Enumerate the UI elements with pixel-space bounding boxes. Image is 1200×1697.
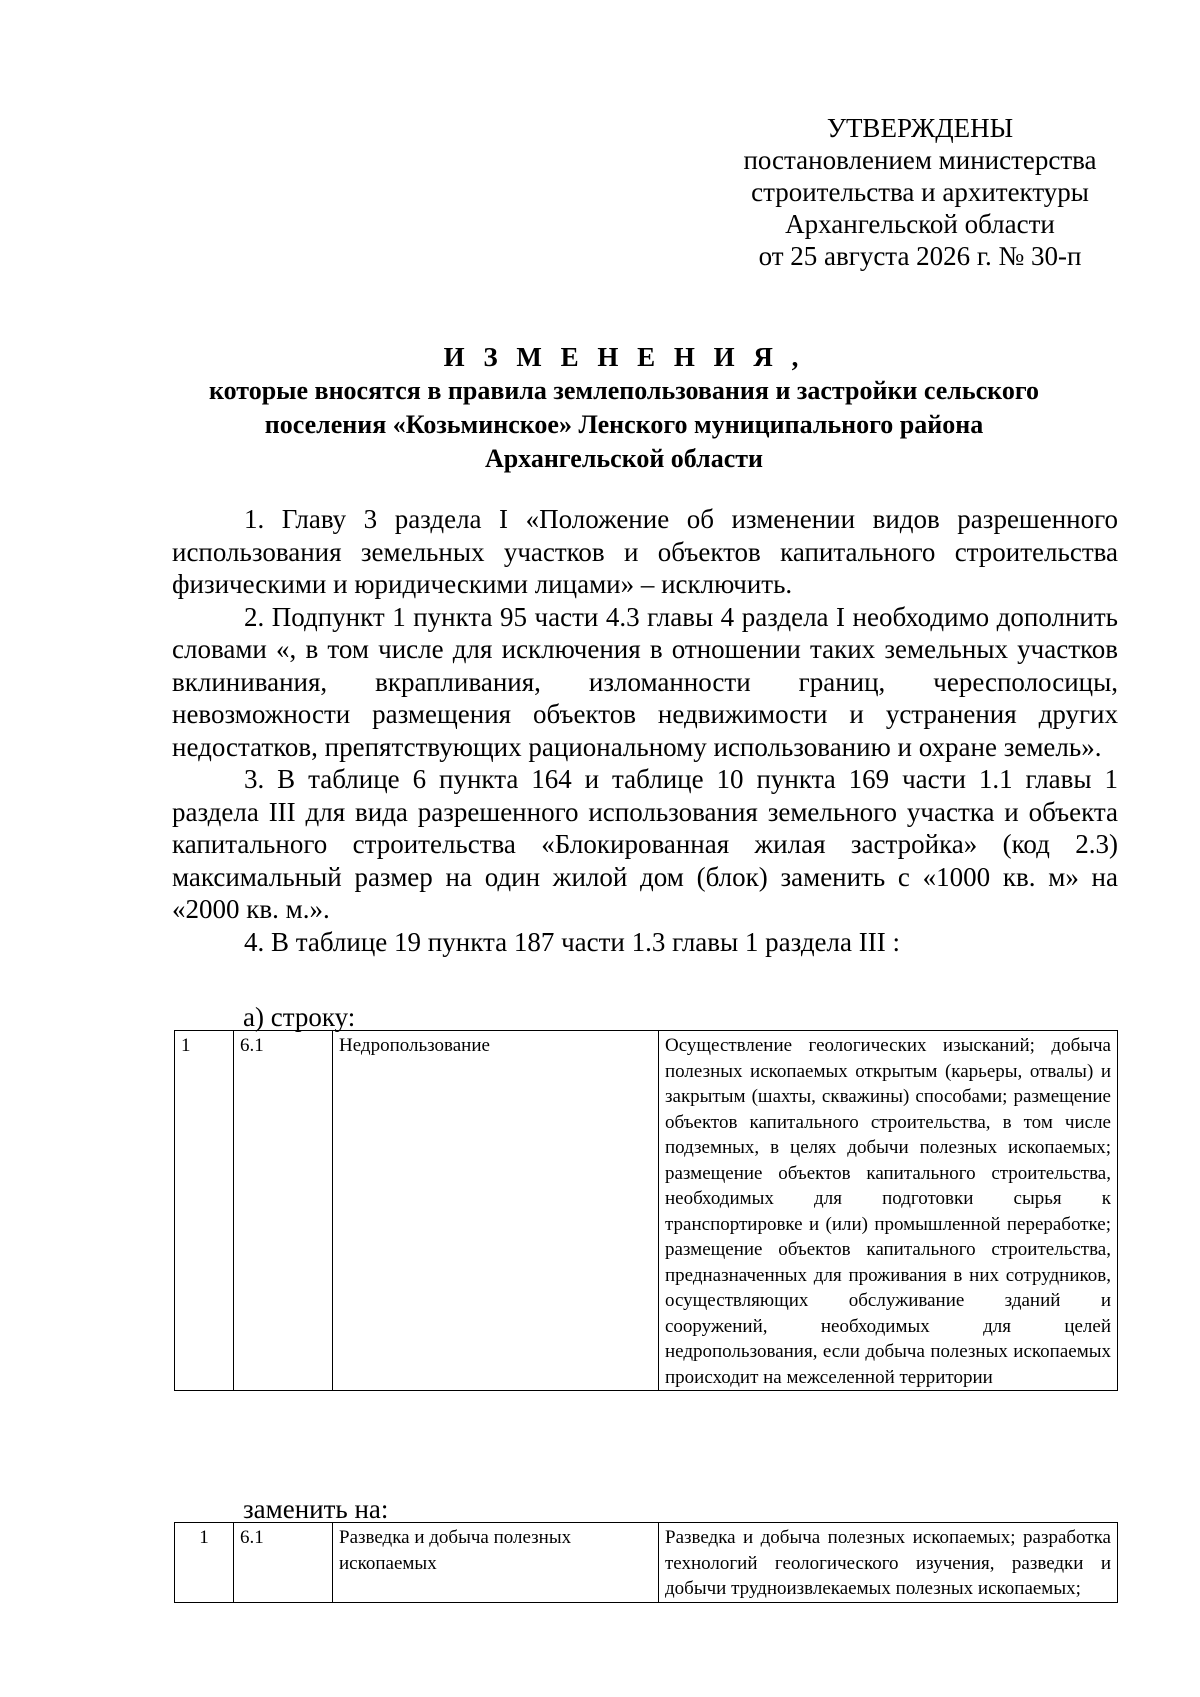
approval-line-3: строительства и архитектуры	[751, 177, 1089, 207]
page-edge	[0, 1669, 1200, 1697]
table-row	[175, 1031, 1118, 1391]
table-old-row	[174, 1030, 1118, 1391]
paragraph-1: 1. Главу 3 раздела I «Положение об изменении видов разрешенного использования земельных участков и объектов капитального строительства физическими и юридическими лицами» – исключить.	[172, 504, 1118, 599]
title-line-3: Архангельской области	[484, 444, 764, 473]
title-line-2: поселения «Козьминское» Ленского муниципального района	[264, 410, 984, 439]
cell-number: 1	[175, 1031, 234, 1391]
cell-number: 1	[175, 1523, 234, 1603]
approval-stamp	[720, 112, 1120, 272]
title-line-1: которые вносятся в правила землепользования и застройки сельского	[209, 376, 1039, 405]
title-heading: И З М Е Н Е Н И Я ,	[443, 342, 805, 372]
paragraph-2: 2. Подпункт 1 пункта 95 части 4.3 главы 4 раздела I необходимо дополнить словами «, в том числе для исключения в отношении таких земельных участков вклинивания, вкрапливания, изломанности границ, чересполосицы, невозможности размещения объектов недвижимости и устранения других недостатков, препятствующих рациональному использованию и охране земель».	[172, 601, 1118, 762]
cell-code: 6.1	[234, 1031, 333, 1391]
approval-line-2: постановлением министерства	[743, 145, 1097, 175]
approval-line-5: от 25 августа 2026 г. № 30-п	[758, 241, 1082, 271]
cell-code: 6.1	[234, 1523, 333, 1603]
label-row: а) строку:	[243, 1002, 356, 1032]
label-replace: заменить на:	[243, 1494, 389, 1524]
document-title	[150, 340, 1098, 476]
approval-line-1: УТВЕРЖДЕНЫ	[826, 113, 1014, 143]
cell-name: Недропользование	[333, 1031, 659, 1391]
approval-line-4: Архангельской области	[785, 209, 1055, 239]
body-text	[172, 503, 1118, 958]
cell-name: Разведка и добыча полезных ископаемых	[333, 1523, 659, 1603]
table-row	[175, 1523, 1118, 1603]
cell-description: Разведка и добыча полезных ископаемых; разработка технологий геологического изучения, разведки и добычи трудноизвлекаемых полезных ископаемых;	[659, 1523, 1118, 1603]
cell-description: Осуществление геологических изысканий; добыча полезных ископаемых открытым (карьеры, отвалы) и закрытым (шахты, скважины) способами; размещение объектов капитального строительства, в том числе подземных, в целях добычи полезных ископаемых; размещение объектов капитального строительства, необходимых для подготовки сырья к транспортировке и (или) промышленной переработке; размещение объектов капитального строительства, предназначенных для проживания в них сотрудников, осуществляющих обслуживание зданий и сооружений, необходимых для целей недропользования, если добыча полезных ископаемых происходит на межселенной территории	[659, 1031, 1118, 1391]
paragraph-4: 4. В таблице 19 пункта 187 части 1.3 главы 1 раздела III :	[244, 926, 900, 957]
paragraph-3: 3. В таблице 6 пункта 164 и таблице 10 пункта 169 части 1.1 главы 1 раздела III для вида разрешенного использования земельного участка и объекта капитального строительства «Блокированная жилая застройка» (код 2.3) максимальный размер на один жилой дом (блок) заменить с «1000 кв. м» на «2000 кв. м.».	[172, 764, 1118, 924]
table-new-row	[174, 1522, 1118, 1603]
